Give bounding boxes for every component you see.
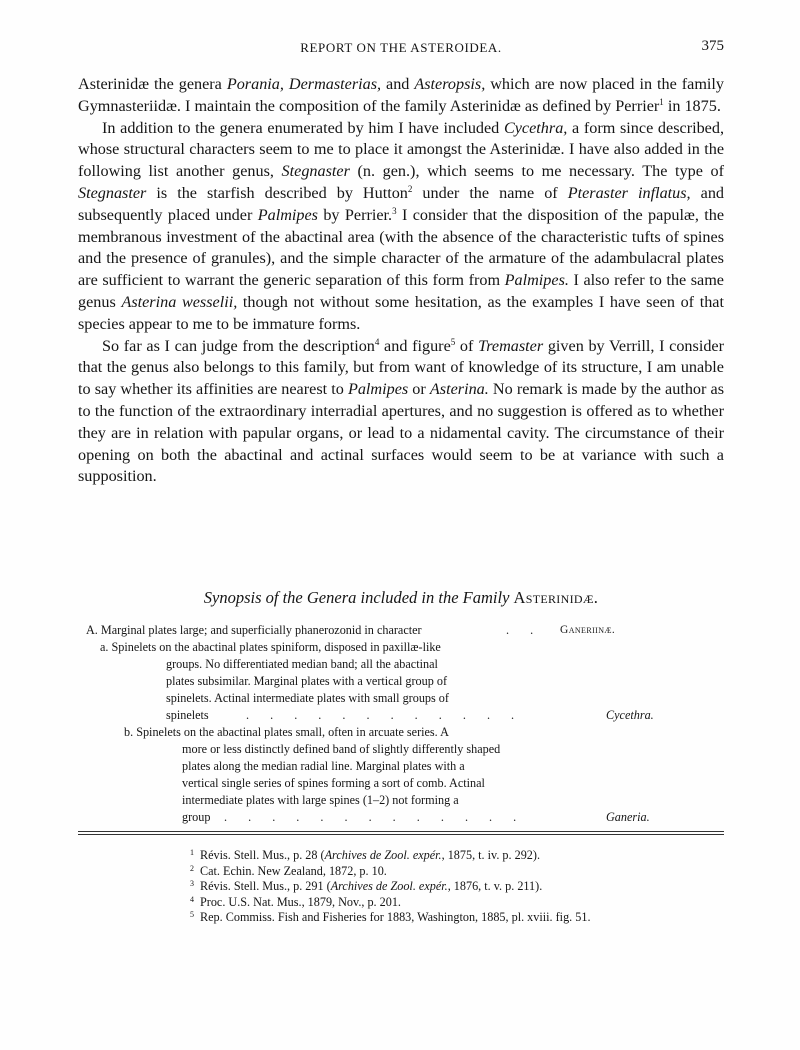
- footnote-text: Cat. Echin. New Zealand, 1872, p. 10.: [200, 863, 387, 878]
- footnote-text: Rep. Commiss. Fish and Fisheries for 1883, Washington, 1885, pl. xviii. fig. 51.: [200, 910, 591, 925]
- page-header: [78, 40, 724, 60]
- text-run: and: [381, 75, 415, 93]
- text-run: a form since described, whose structural characters seem to me to place it amongst the Asterinidæ. I have also added in the following list another genus,: [78, 118, 724, 181]
- footnote-italic: Archives de Zool. expér.: [324, 848, 442, 862]
- italic-run: Stegnaster: [281, 162, 350, 181]
- key-a-text: A. Marginal plates large; and superficially phanerozonid in character: [86, 623, 422, 637]
- text-run: though not without some hesitation, as the examples I have seen of that species appear to me to be immature forms.: [78, 292, 724, 333]
- key-b-subtext: group: [182, 810, 211, 824]
- footnote-number: 5: [190, 910, 194, 920]
- italic-run: Asterina wesselii,: [121, 292, 238, 311]
- key-a-subtext: groups. No differentiated median band; all the abactinal: [166, 657, 438, 671]
- text-run: in 1875.: [663, 96, 721, 115]
- footnote-number: 1: [190, 848, 194, 857]
- footnote-5: [190, 910, 730, 926]
- key-a-subtext: a. Spinelets on the abactinal plates spiniform, disposed in paxillæ-like: [100, 640, 441, 654]
- key-line-a4: [86, 690, 716, 707]
- text-run: So far as I can judge from the description: [102, 336, 375, 355]
- footnote-text: , 1876, t. v. p. 211).: [447, 879, 543, 894]
- footnote-4: [190, 895, 730, 911]
- italic-run: Palmipes.: [504, 271, 569, 290]
- text-run: I consider that the disposition of the papulæ, the membranous investment of the abactinal area (with the absence of the characteristic tufts of spines and the presence of granules), and the simple character of the armature of the adambulacral plates are sufficient to warrant the generic separation of this form from: [78, 205, 725, 290]
- italic-run: Tremaster: [478, 336, 544, 355]
- text-run: No remark is made by the author as to the function of the extraordinary interradial apertures, and no suggestion is offered as to whether they are in relation with papular organs, or lead to a nidamental cavity. The circumstance of their opening on both the abactinal and actinal surfaces would seem to be at variance with such a supposition.: [78, 380, 724, 486]
- text-run: given by Verrill, I consider that the genus also belongs to this family, but from want of knowledge of its structure, I am unable to say whether its affinities are nearest to: [78, 336, 724, 399]
- key-line-a: [86, 622, 716, 639]
- key-line-a3: [86, 673, 716, 690]
- italic-run: Palmipes: [257, 205, 318, 224]
- key-line-b5: [86, 792, 716, 809]
- text-run: or: [408, 380, 430, 399]
- footnote-text: Révis. Stell. Mus., p. 291 (: [200, 879, 331, 894]
- divider-rule: [78, 834, 724, 835]
- text-run: which are now placed in the family Gymnasteriidæ. I maintain the composition of the family Asterinidæ as defined by Perrier: [78, 75, 725, 115]
- key-b-subtext: vertical single series of spines forming a sort of comb. Actinal: [182, 776, 485, 790]
- body-text: [78, 74, 724, 488]
- key-line-b2: [86, 741, 716, 758]
- footnote-ref: 1: [659, 96, 664, 107]
- paragraph-3: [78, 336, 724, 489]
- key-a-subtext: spinelets. Actinal intermediate plates with small groups of: [166, 691, 449, 705]
- footnote-ref: 3: [392, 205, 397, 216]
- key-a-family: Ganeriinæ.: [560, 624, 616, 636]
- key-line-a1: [86, 639, 716, 656]
- footnote-number: 3: [190, 879, 194, 889]
- italic-run: Palmipes: [347, 380, 409, 399]
- text-run: by Perrier.: [317, 205, 393, 224]
- key-b-text: b. Spinelets on the abactinal plates small, often in arcuate series. A: [124, 725, 449, 739]
- synopsis-title-family: Asterinidæ.: [513, 588, 599, 607]
- page-number: 375: [701, 38, 724, 54]
- key-b-subtext: intermediate plates with large spines (1–2) not forming a: [182, 793, 459, 807]
- key-a-subtext: plates subsimilar. Marginal plates with a vertical group of: [166, 674, 448, 688]
- footnotes: [190, 848, 730, 926]
- text-run: is the starfish described by Hutton: [146, 183, 408, 202]
- footnote-3: [190, 879, 730, 895]
- text-run: In addition to the genera enumerated by him I have included: [102, 118, 504, 137]
- text-run: I also refer to the same genus: [78, 271, 724, 311]
- key-line-b3: [86, 758, 716, 775]
- footnote-ref: 4: [374, 336, 380, 347]
- footnote-2: [190, 864, 730, 880]
- key-line-b4: [86, 775, 716, 792]
- paragraph-1: [78, 74, 724, 118]
- footnote-text: Révis. Stell. Mus., p. 28 (: [200, 848, 325, 862]
- footnote-ref: 5: [450, 336, 456, 347]
- italic-run: Asteropsis,: [414, 75, 486, 93]
- genus-ganeria: Ganeria.: [606, 810, 650, 824]
- key-b-subtext: plates along the median radial line. Marginal plates with a: [182, 759, 465, 773]
- footnote-text: Proc. U.S. Nat. Mus., 1879, Nov., p. 201.: [200, 894, 401, 909]
- key-line-b6: [86, 809, 716, 826]
- footnote-text: , 1875, t. iv. p. 292).: [441, 848, 540, 862]
- synopsis-title: [78, 588, 724, 608]
- key-line-a2: [86, 656, 716, 673]
- text-run: of: [455, 336, 479, 355]
- italic-run: Cycethra,: [503, 118, 568, 137]
- italic-run: Porania, Dermasterias,: [226, 75, 382, 93]
- italic-run: Stegnaster: [78, 183, 147, 202]
- footnote-1: [190, 848, 730, 864]
- text-run: (n. gen.), which seems to me necessary. The type of: [349, 162, 725, 181]
- running-head: REPORT ON THE ASTEROIDEA.: [300, 40, 502, 55]
- genus-cycethra: Cycethra.: [606, 708, 654, 722]
- synopsis-key: [86, 622, 716, 826]
- key-line-a5: [86, 707, 716, 724]
- italic-run: Pteraster inflatus,: [567, 183, 691, 202]
- paragraph-2: [78, 118, 724, 336]
- divider-rule: [78, 831, 724, 832]
- key-b-subtext: more or less distinctly defined band of slightly differently shaped: [182, 742, 501, 756]
- leader-dots: . . . . . . . . . . . . .: [224, 810, 526, 824]
- italic-run: Asterina.: [429, 380, 489, 399]
- text-run: and figure: [379, 336, 451, 355]
- leader-dots: . .: [506, 623, 543, 637]
- text-run: under the name of: [412, 183, 568, 202]
- text-run: Asterinidæ the genera: [78, 75, 227, 93]
- synopsis-title-text: Synopsis of the Genera included in the Family: [203, 588, 514, 607]
- footnote-ref: 2: [407, 183, 413, 194]
- footnote-number: 4: [190, 894, 194, 904]
- leader-dots: . . . . . . . . . . . .: [246, 708, 524, 722]
- key-line-b1: [86, 724, 716, 741]
- text-run: and subsequently placed under: [78, 183, 725, 224]
- footnote-number: 2: [190, 863, 194, 873]
- footnote-italic: Archives de Zool. expér.: [330, 879, 448, 894]
- key-a-subtext: spinelets: [166, 708, 209, 722]
